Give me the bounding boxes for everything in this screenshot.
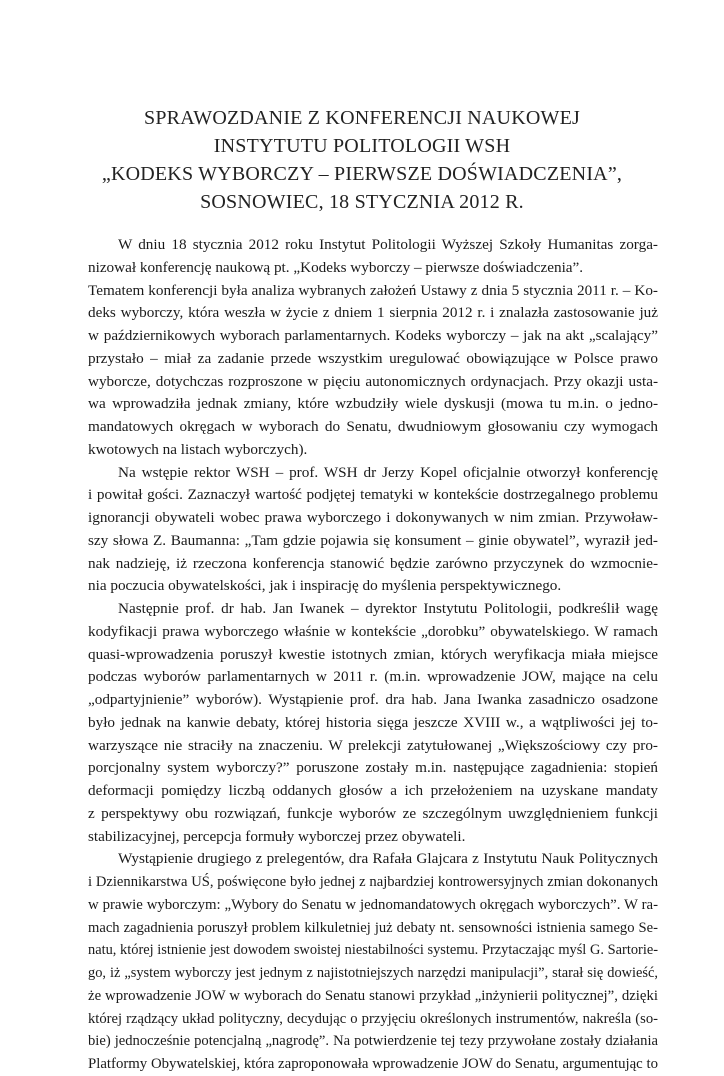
body-line: go, iż „system wyborczy jest jednym z najistotniejszych narzędzi manipulacji”, starał się dowieść, — [88, 965, 658, 981]
body-line: podczas wyborów parlamentarnych w 2011 r. (m.in. wprowadzenie JOW, mające na celu — [88, 668, 658, 686]
body-line: porcjonalny system wyborczy?” poruszone zostały m.in. następujące zagadnienia: stopień — [88, 759, 658, 777]
body-line: nizował konferencję naukową pt. „Kodeks wyborczy – pierwsze doświadczenia”. — [88, 258, 584, 276]
body-line: wyborcze, dotychczas rozproszone w pięciu autonomicznych ordynacjach. Przy okazji usta- — [88, 372, 658, 390]
body-line: Platformy Obywatelskiej, która zaproponowała wprowadzenie JOW do Senatu, argumentując to — [88, 1056, 658, 1072]
report-title — [60, 104, 664, 216]
body-line: szy słowa Z. Baumanna: „Tam gdzie pojawia się konsument – ginie obywatel”, wyraził jed- — [88, 531, 658, 549]
title-line: INSTYTUTU POLITOLOGII WSH — [213, 135, 511, 157]
body-line: której rządzący układ polityczny, decydując o przyjęciu określonych instrumentów, nakreśla (so- — [88, 1010, 658, 1027]
title-line: „KODEKS WYBORCZY – PIERWSZE DOŚWIADCZENIA”, — [101, 163, 623, 185]
body-line: było jednak na kanwie debaty, której historia sięga jeszcze XVIII w., a wątpliwości jej to- — [88, 713, 658, 731]
report-body — [88, 234, 658, 1076]
body-line: bie) jednocześnie potencjalną „nagrodę”. Na potwierdzenie tej tezy przywołane zostały działania — [88, 1033, 658, 1050]
body-line: Następnie prof. dr hab. Jan Iwanek – dyrektor Instytutu Politologii, podkreślił wagę — [118, 600, 658, 617]
body-line: nak nadzieję, iż rzeczona konferencja stanowić będzie zarówno przyczynek do wzmocnie- — [88, 554, 658, 572]
body-line: mandatowych okręgach w wyborach do Senatu, dwudniowym głosowaniu czy wymogach — [88, 418, 658, 435]
body-line: i powitał gości. Zaznaczył wartość podjętej tematyki w kontekście dostrzegalnego problemu — [88, 486, 658, 504]
title-line: SPRAWOZDANIE Z KONFERENCJI NAUKOWEJ — [144, 107, 580, 129]
body-line: natu, której istnienie jest dowodem swoistej niestabilności systemu. Przytaczając myśl G. Sartorie- — [88, 942, 658, 959]
body-line: nia poczucia obywatelskości, jak i inspirację do myślenia perspektywicznego. — [88, 577, 562, 595]
body-line: deformacji pomiędzy liczbą oddanych głosów a ich przełożeniem na uzyskane mandaty — [88, 782, 658, 799]
body-line: stabilizacyjnej, percepcja formuły wyborczej przez obywateli. — [88, 827, 466, 845]
body-line: przystało – miał za zadanie przede wszystkim uregulować obowiązujące w Polsce prawo — [88, 349, 658, 367]
body-line: w prawie wyborczym: „Wybory do Senatu w jednomandatowych okręgach wyborczych”. W ra- — [88, 896, 658, 913]
body-line: mach zagadnienia poruszył problem kilkuletniej już debaty nt. sensowności istnienia samego Se- — [88, 919, 658, 936]
body-line: W dniu 18 stycznia 2012 roku Instytut Politologii Wyższej Szkoły Humanitas zorga- — [118, 236, 658, 253]
body-line: Tematem konferencji była analiza wybranych założeń Ustawy z dnia 5 stycznia 2011 r. – Ko- — [88, 281, 658, 299]
body-line: „odpartyjnienie” wyborów). Wystąpienie prof. dra hab. Jana Iwanka zasadniczo osadzone — [88, 691, 658, 708]
title-line: SOSNOWIEC, 18 STYCZNIA 2012 R. — [200, 191, 524, 213]
body-line: quasi-wprowadzenia poruszył kwestie istotnych zmian, których weryfikacja miała miejsce — [88, 645, 658, 663]
body-line: w październikowych wyborach parlamentarnych. Kodeks wyborczy – jak na akt „scalający” — [88, 327, 658, 344]
body-line: Wystąpienie drugiego z prelegentów, dra Rafała Glajcara z Instytutu Nauk Politycznych — [118, 850, 658, 868]
body-line: kwotowych na listach wyborczych). — [88, 440, 308, 458]
body-line: wa wprowadziła jednak zmiany, które wzbudziły wiele dyskusji (mowa tu m.in. o jedno- — [88, 395, 658, 413]
body-line: że wprowadzenie JOW w wyborach do Senatu stanowi przykład „inżynierii politycznej”, dzięki — [88, 987, 658, 1004]
body-line: warzyszące nie straciły na znaczeniu. W prelekcji zatytułowanej „Większościowy czy pro- — [88, 736, 658, 754]
body-line: Na wstępie rektor WSH – prof. WSH dr Jerzy Kopel oficjalnie otworzył konferencję — [118, 463, 658, 481]
body-line: kodyfikacji prawa wyborczego właśnie w kontekście „dorobku” obywatelskiego. W ramach — [88, 622, 658, 640]
body-line: ignorancji obywateli wobec prawa wyborczego i dokonywanych w nim zmian. Przywoław- — [88, 509, 658, 526]
body-line: i Dziennikarstwa UŚ, poświęcone było jednej z najbardziej kontrowersyjnych zmian dokonanych — [88, 874, 658, 890]
body-line: deks wyborczy, która weszła w życie z dniem 1 sierpnia 2012 r. i znalazła zastosowanie już — [88, 304, 658, 322]
body-line: z perspektywy obu rozwiązań, funkcje wyborów ze szczególnym uwzględnieniem funkcji — [88, 804, 658, 822]
